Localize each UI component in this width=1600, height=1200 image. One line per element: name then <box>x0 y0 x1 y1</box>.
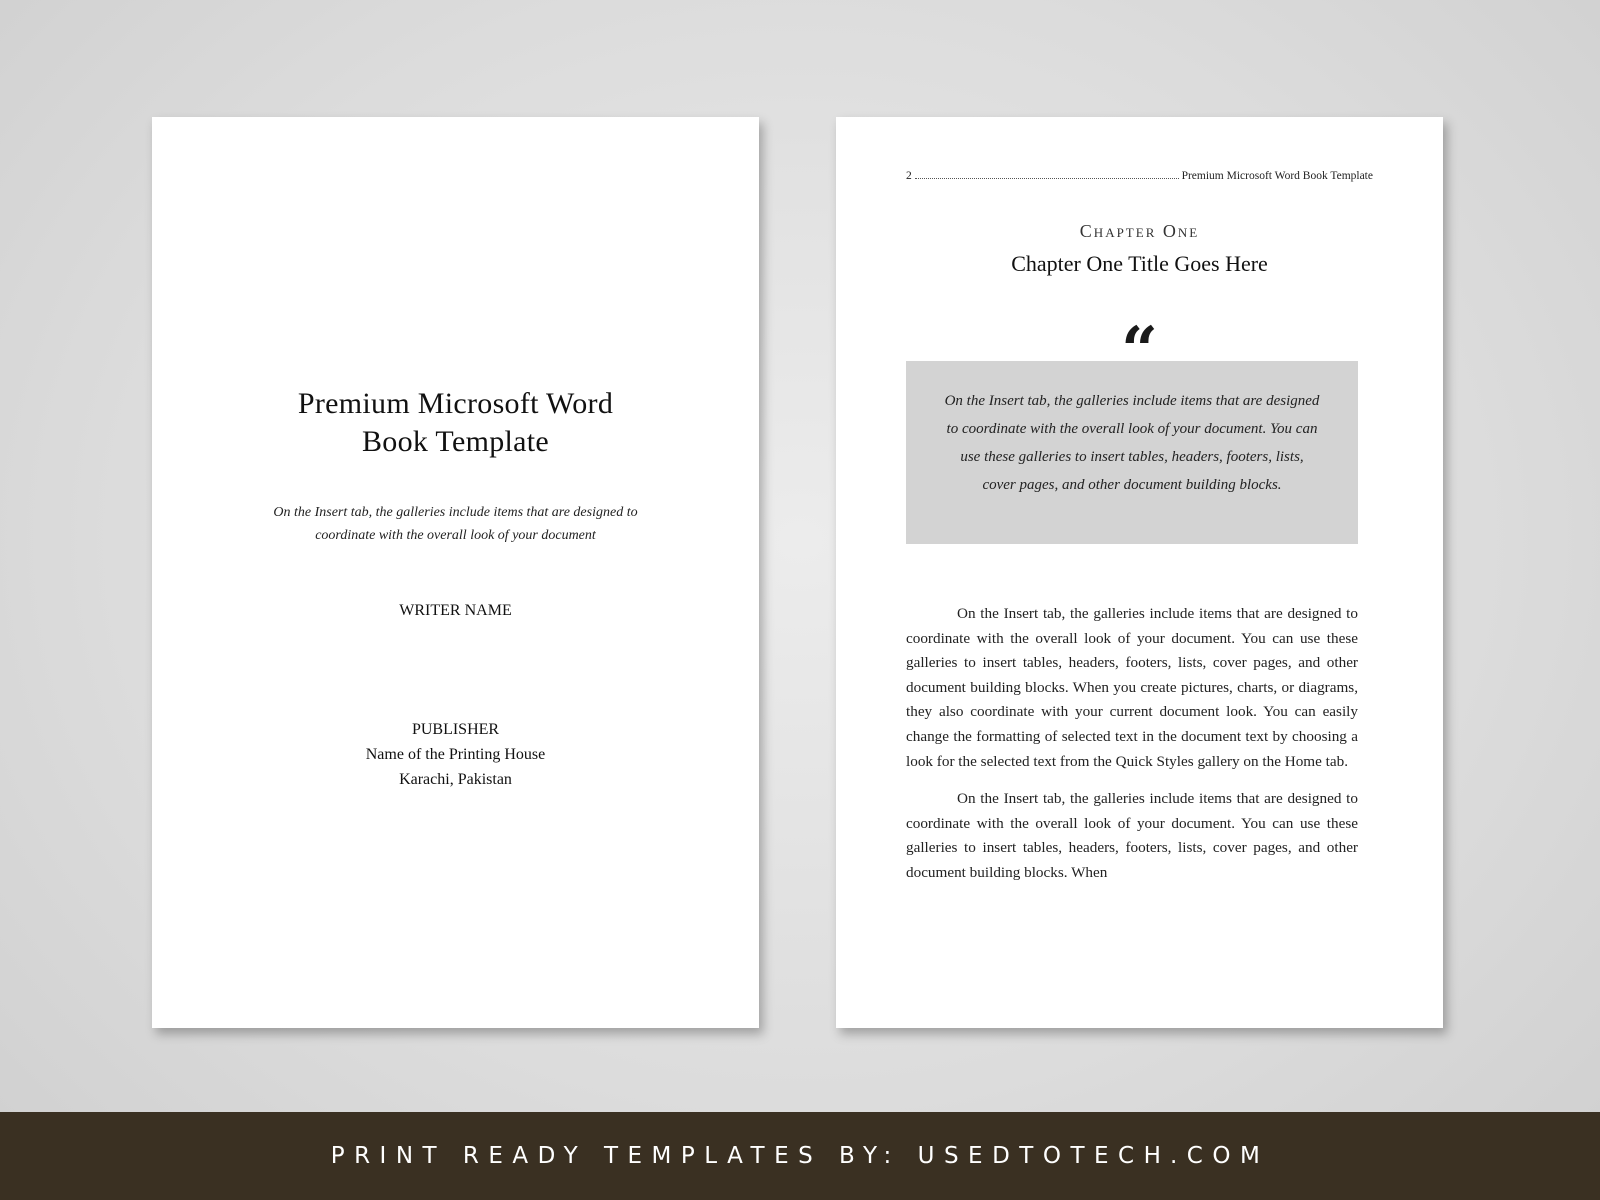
book-subtitle-line-2: coordinate with the overall look of your document <box>315 528 596 543</box>
writer-name: WRITER NAME <box>399 602 512 619</box>
leader-dots <box>915 177 1179 179</box>
quote-mark-icon: “ <box>1121 313 1158 388</box>
book-subtitle-line-1: On the Insert tab, the galleries include items that are designed to <box>273 505 638 520</box>
body-paragraph: On the Insert tab, the galleries include items that are designed to coordinate with the overall look of your document. You can use these galleries to insert tables, headers, footers, lists, cover pages, and other document building blocks. When <box>906 790 1358 881</box>
pull-quote-text: On the Insert tab, the galleries include items that are designed to coordinate with the overall look of your document. You can use these galleries to insert tables, headers, footers, lists, cover pages, and other document building blocks. <box>944 393 1320 493</box>
chapter-title: Chapter One Title Goes Here <box>1011 251 1268 276</box>
chapter-body <box>906 602 1358 899</box>
publisher-location: Karachi, Pakistan <box>399 771 512 788</box>
book-title-line-1: Premium Microsoft Word <box>297 387 614 420</box>
publisher-label: PUBLISHER <box>411 721 500 738</box>
chapter-label: Chapter One <box>1079 221 1200 241</box>
book-title-line-2: Book Template <box>361 425 550 458</box>
body-paragraph: On the Insert tab, the galleries include items that are designed to coordinate with the overall look of your document. You can use these galleries to insert tables, headers, footers, lists, cover pages, and other document building blocks. When you create pictures, charts, or diagrams, they also coordinate with your current document look. You can easily change the formatting of selected text in the document text by choosing a look for the selected text from the Quick Styles gallery on the Home tab. <box>906 605 1358 770</box>
chapter-page <box>836 117 1443 1028</box>
footer-text: PRINT READY TEMPLATES BY: USEDTOTECH.COM <box>330 1143 1270 1169</box>
publisher-block <box>152 717 759 792</box>
cover-page <box>152 117 759 1028</box>
publisher-name: Name of the Printing House <box>365 746 546 763</box>
book-subtitle <box>252 501 659 547</box>
book-title <box>152 385 759 461</box>
footer-banner <box>0 1112 1600 1200</box>
running-title: Premium Microsoft Word Book Template <box>1181 170 1373 182</box>
page-number: 2 <box>906 170 912 182</box>
pull-quote-box <box>906 361 1358 544</box>
running-header <box>906 170 1373 182</box>
